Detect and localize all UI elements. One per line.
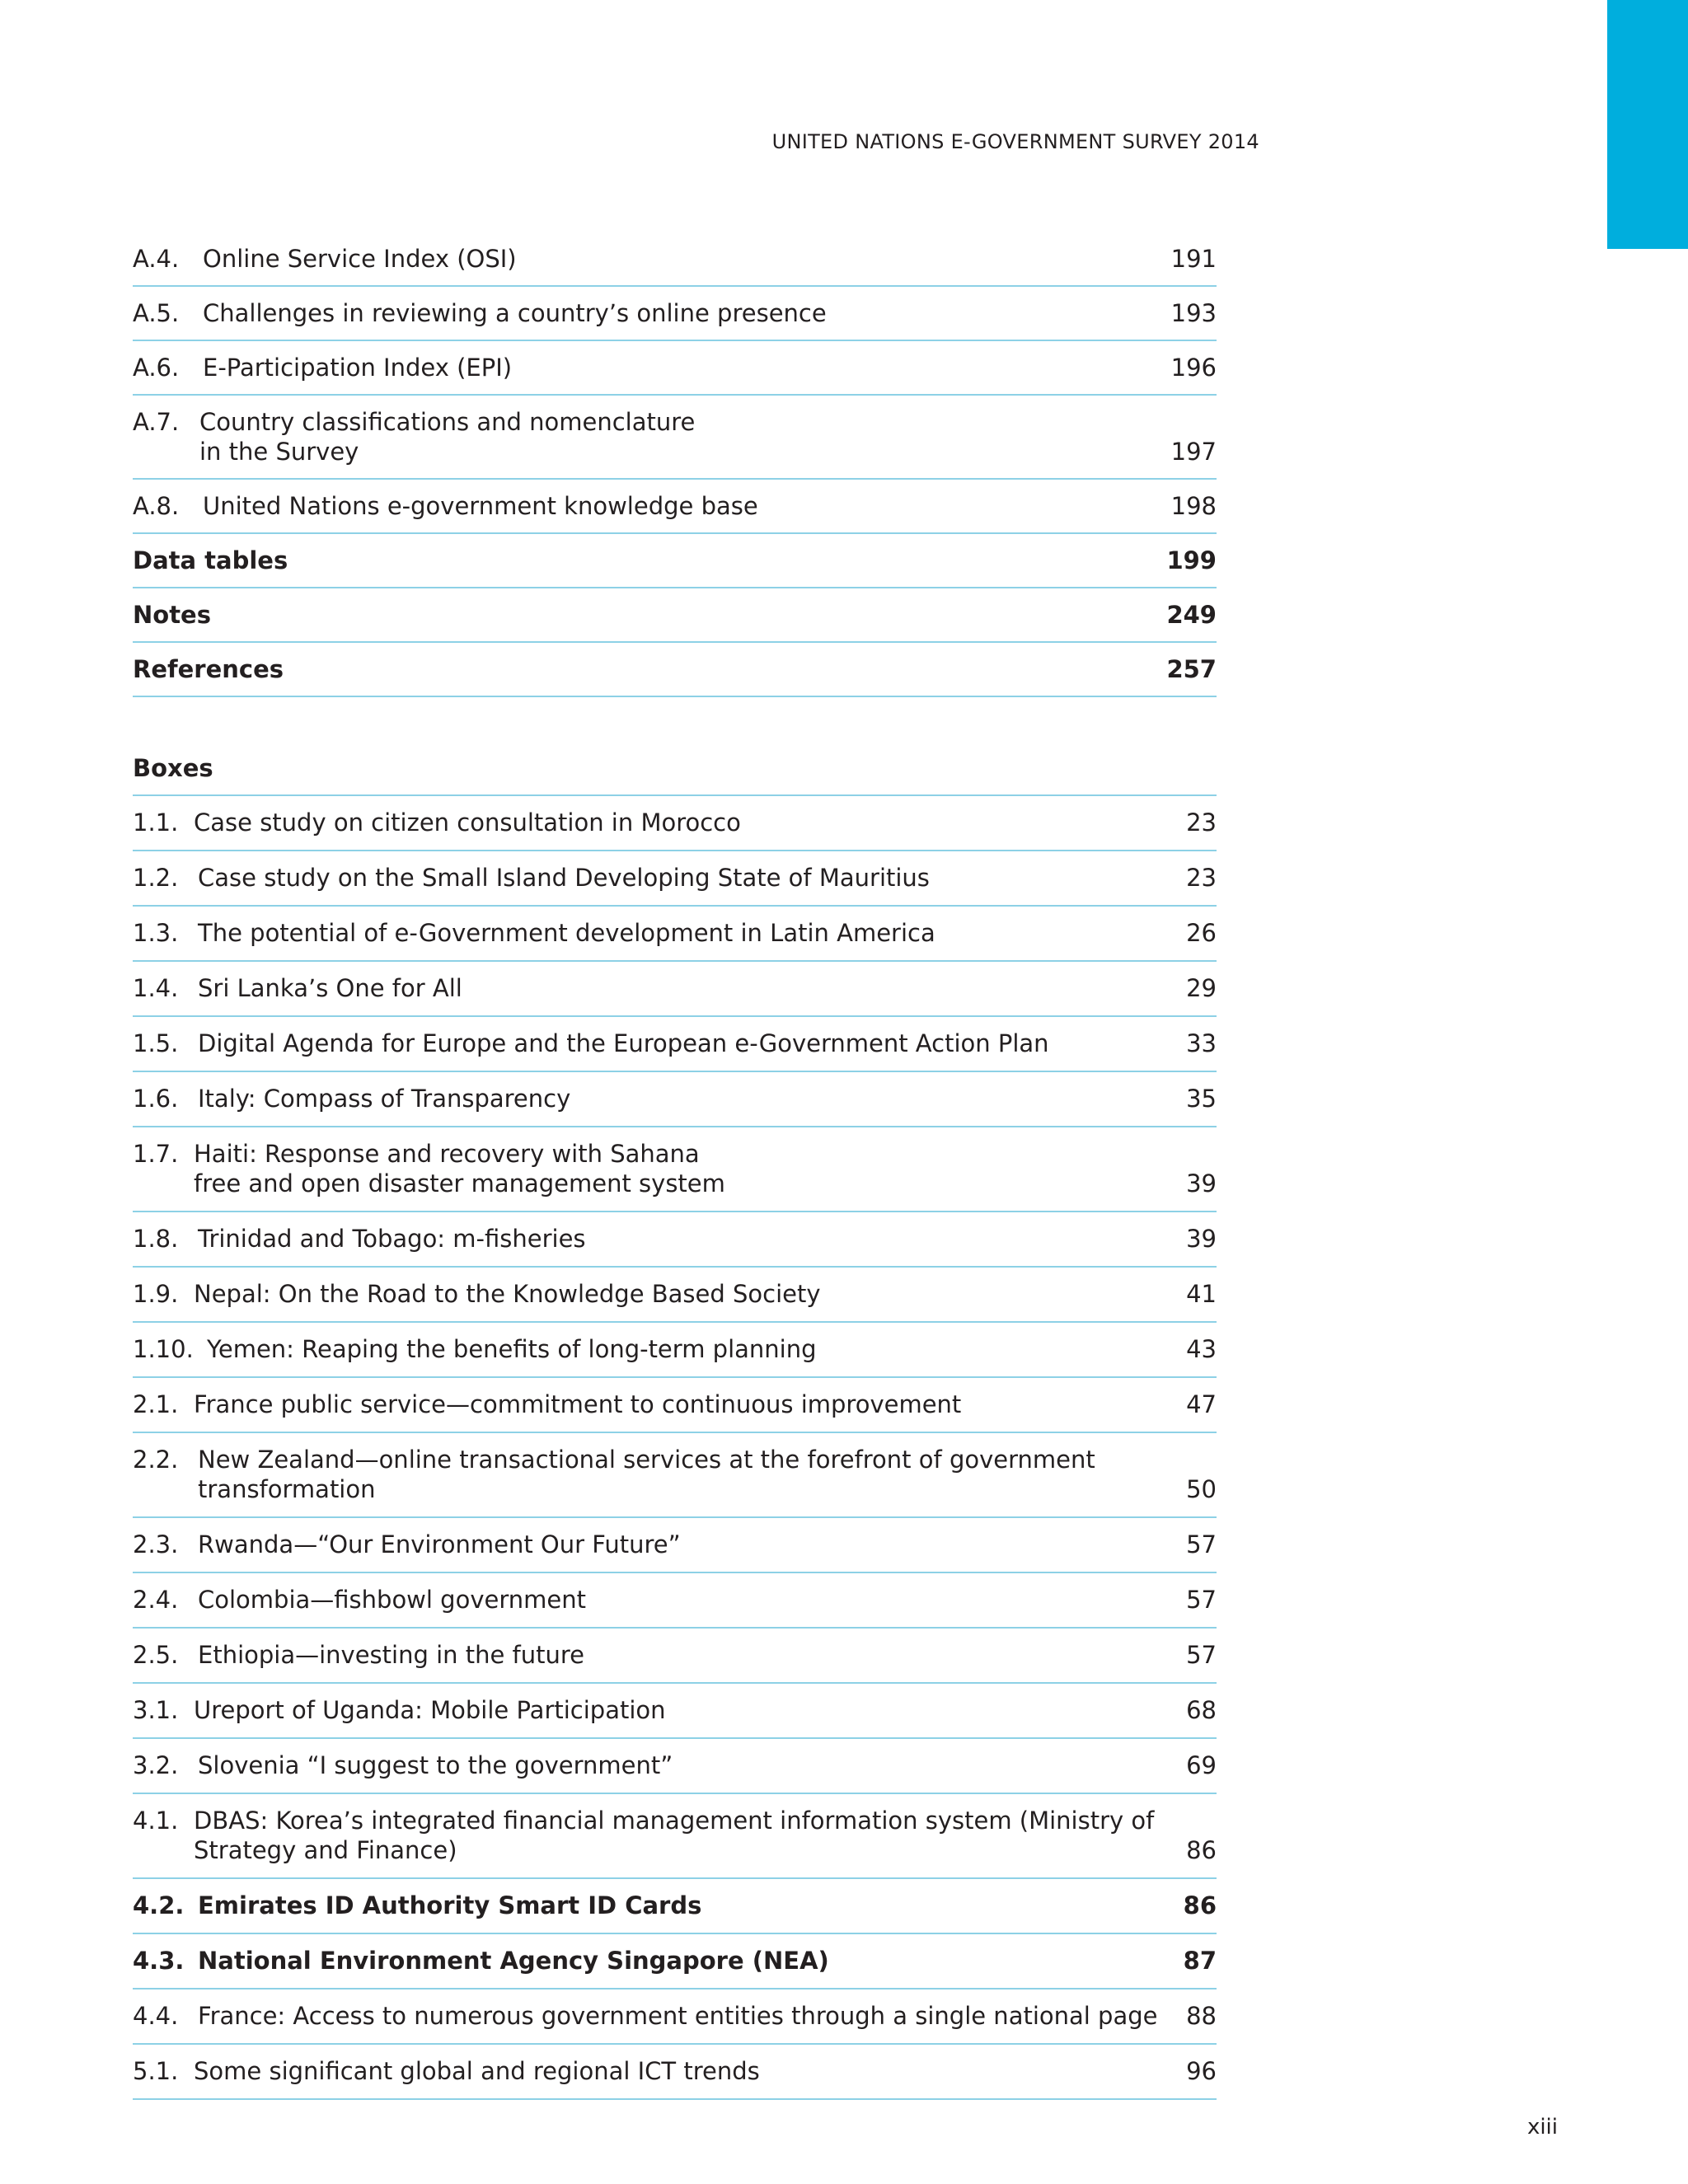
toc-entry[interactable] <box>133 1268 1217 1323</box>
entry-title-line: New Zealand—online transactional services at the forefront of government <box>198 1446 1095 1474</box>
entry-title <box>198 1640 584 1670</box>
entry-page-number: 68 <box>1186 1696 1217 1724</box>
entry-title <box>203 244 517 274</box>
boxes-heading-label: Boxes <box>133 754 213 782</box>
entry-title-line: Nepal: On the Road to the Knowledge Based Society <box>194 1280 821 1308</box>
entry-number: 1.3. <box>133 919 179 947</box>
entry-page-number: 196 <box>1170 354 1217 382</box>
entry-page-number: 23 <box>1186 808 1217 837</box>
toc-entry[interactable] <box>133 2045 1217 2100</box>
entry-title-line: Ureport of Uganda: Mobile Participation <box>194 1696 666 1724</box>
entry-title <box>194 1279 821 1309</box>
entry-title-line: Trinidad and Tobago: m-fisheries <box>198 1225 586 1253</box>
entry-page-number: 26 <box>1186 919 1217 947</box>
toc-entry[interactable] <box>133 287 1217 341</box>
entry-number: 4.2. <box>133 1891 185 1919</box>
entry-page-number: 191 <box>1170 245 1217 273</box>
entry-page-number: 47 <box>1186 1390 1217 1418</box>
toc-entry[interactable] <box>133 962 1217 1017</box>
entry-title <box>198 1530 681 1559</box>
entry-title-line: Country classifications and nomenclature <box>199 408 696 436</box>
entry-page-number: 57 <box>1186 1641 1217 1669</box>
entry-title-line: Italy: Compass of Transparency <box>198 1085 571 1113</box>
toc-entry[interactable] <box>133 396 1217 480</box>
entry-number: 1.5. <box>133 1029 179 1057</box>
entry-title-line: transformation <box>198 1475 376 1503</box>
toc-entry[interactable] <box>133 232 1217 287</box>
entry-title-line: Notes <box>133 601 211 629</box>
entry-title-line: Strategy and Finance) <box>194 1836 457 1864</box>
entry-page-number: 57 <box>1186 1586 1217 1614</box>
entry-title-line: Slovenia “I suggest to the government” <box>198 1751 673 1779</box>
entry-title <box>198 1585 586 1615</box>
toc-entry[interactable] <box>133 1378 1217 1433</box>
entry-title <box>194 808 741 837</box>
toc-entry[interactable] <box>133 796 1217 851</box>
entry-title <box>133 600 211 630</box>
toc-entry[interactable] <box>133 1794 1217 1879</box>
entry-page-number: 69 <box>1186 1751 1217 1779</box>
toc-entry[interactable] <box>133 1017 1217 1072</box>
entry-page-number: 87 <box>1183 1947 1217 1975</box>
entry-title-line: Emirates ID Authority Smart ID Cards <box>198 1891 702 1919</box>
entry-number: A.6. <box>133 354 180 382</box>
entry-page-number: 249 <box>1166 601 1217 629</box>
entry-page-number: 39 <box>1186 1225 1217 1253</box>
entry-number: 4.3. <box>133 1947 185 1975</box>
toc-entry[interactable] <box>133 480 1217 534</box>
entry-page-number: 35 <box>1186 1085 1217 1113</box>
entry-title <box>198 1445 1095 1504</box>
entry-title-line: in the Survey <box>199 438 359 466</box>
entry-title-line: France public service—commitment to continuous improvement <box>194 1390 962 1418</box>
entry-title <box>133 654 284 684</box>
entry-title-line: Rwanda—“Our Environment Our Future” <box>198 1530 681 1558</box>
entry-title-line: Case study on the Small Island Developing State of Mauritius <box>198 864 930 892</box>
entry-title-line: Yemen: Reaping the benefits of long-term planning <box>207 1335 817 1363</box>
toc-entry[interactable] <box>133 1518 1217 1573</box>
entry-number: 3.2. <box>133 1751 179 1779</box>
entry-title-line: Some significant global and regional ICT trends <box>194 2057 760 2085</box>
toc-entry[interactable] <box>133 1934 1217 1990</box>
section-tab-marker <box>1607 0 1688 249</box>
entry-page-number: 29 <box>1186 974 1217 1002</box>
entry-number: 1.4. <box>133 974 179 1002</box>
entry-title <box>198 1750 673 1780</box>
entry-number: 2.5. <box>133 1641 179 1669</box>
toc-boxes-list <box>133 735 1217 2100</box>
toc-entry[interactable] <box>133 341 1217 396</box>
entry-title <box>203 353 512 382</box>
entry-page-number: 193 <box>1170 299 1217 327</box>
entry-page-number: 86 <box>1183 1891 1217 1919</box>
entry-number: 3.1. <box>133 1696 179 1724</box>
entry-title-line: France: Access to numerous government entities through a single national page <box>198 2002 1158 2030</box>
toc-entry[interactable] <box>133 1127 1217 1212</box>
entry-number: A.8. <box>133 492 180 520</box>
entry-page-number: 198 <box>1170 492 1217 520</box>
entry-number: 1.10. <box>133 1335 194 1363</box>
entry-title-line: References <box>133 655 284 683</box>
entry-title <box>198 1891 701 1920</box>
entry-title <box>194 1806 1154 1865</box>
entry-title <box>203 298 827 328</box>
entry-number: A.4. <box>133 245 180 273</box>
entry-number: 5.1. <box>133 2057 179 2085</box>
toc-annex-list <box>133 232 1217 697</box>
entry-page-number: 86 <box>1186 1836 1217 1864</box>
entry-title-line: Digital Agenda for Europe and the European e-Government Action Plan <box>198 1029 1049 1057</box>
entry-page-number: 88 <box>1186 2002 1217 2030</box>
entry-page-number: 39 <box>1186 1169 1217 1197</box>
entry-title <box>207 1334 817 1364</box>
entry-title <box>194 1390 961 1419</box>
entry-title-line: Colombia—fishbowl government <box>198 1586 586 1614</box>
entry-title-line: Sri Lanka’s One for All <box>198 974 462 1002</box>
entry-page-number: 43 <box>1186 1335 1217 1363</box>
toc-entry[interactable] <box>133 851 1217 907</box>
entry-title <box>198 2001 1158 2031</box>
entry-title-line: National Environment Agency Singapore (NEA) <box>198 1947 829 1975</box>
entry-title-line: Data tables <box>133 546 288 574</box>
toc-entry[interactable] <box>133 1072 1217 1127</box>
toc-entry[interactable] <box>133 1739 1217 1794</box>
entry-page-number: 41 <box>1186 1280 1217 1308</box>
entry-number: 1.2. <box>133 864 179 892</box>
entry-page-number: 199 <box>1166 546 1217 574</box>
entry-number: 4.1. <box>133 1807 179 1835</box>
toc-entry[interactable] <box>133 1323 1217 1378</box>
entry-number: 1.1. <box>133 808 179 837</box>
entry-number: 2.4. <box>133 1586 179 1614</box>
entry-title-line: United Nations e-government knowledge base <box>203 492 758 520</box>
entry-title <box>133 546 288 575</box>
entry-title-line: The potential of e-Government development in Latin America <box>198 919 935 947</box>
entry-number: A.5. <box>133 299 180 327</box>
entry-title-line: E-Participation Index (EPI) <box>203 354 513 382</box>
entry-title-line: free and open disaster management system <box>194 1169 725 1197</box>
toc-entry[interactable] <box>133 1629 1217 1684</box>
page-number: xiii <box>1526 2115 1558 2139</box>
entry-number: 1.8. <box>133 1225 179 1253</box>
entry-title <box>198 1946 829 1975</box>
entry-number: 2.3. <box>133 1530 179 1558</box>
entry-title-line: DBAS: Korea’s integrated financial management information system (Ministry of <box>194 1807 1155 1835</box>
entry-title <box>198 918 935 948</box>
entry-title <box>203 491 758 521</box>
entry-title <box>198 863 930 893</box>
entry-title-line: Ethiopia—investing in the future <box>198 1641 585 1669</box>
entry-title-line: Online Service Index (OSI) <box>203 245 517 273</box>
toc-entry[interactable] <box>133 1573 1217 1629</box>
toc-entry[interactable] <box>133 643 1217 697</box>
entry-page-number: 33 <box>1186 1029 1217 1057</box>
entry-title-line: Haiti: Response and recovery with Sahana <box>194 1140 700 1168</box>
entry-page-number: 57 <box>1186 1530 1217 1558</box>
entry-title <box>198 973 462 1003</box>
toc-entry[interactable] <box>133 1684 1217 1739</box>
entry-page-number: 50 <box>1186 1475 1217 1503</box>
entry-page-number: 257 <box>1166 655 1217 683</box>
entry-number: 1.6. <box>133 1085 179 1113</box>
running-header: UNITED NATIONS E-GOVERNMENT SURVEY 2014 <box>771 130 1259 153</box>
entry-title <box>194 2056 760 2086</box>
entry-number: 2.2. <box>133 1446 179 1474</box>
entry-title <box>194 1695 666 1725</box>
entry-title <box>198 1029 1049 1058</box>
boxes-heading <box>133 735 1217 796</box>
toc-entry[interactable] <box>133 588 1217 643</box>
entry-title <box>194 1139 725 1198</box>
toc-entry[interactable] <box>133 1990 1217 2045</box>
toc-entry[interactable] <box>133 907 1217 962</box>
entry-number: A.7. <box>133 408 180 436</box>
entry-page-number: 197 <box>1170 438 1217 466</box>
entry-title <box>199 407 695 466</box>
entry-page-number: 23 <box>1186 864 1217 892</box>
toc-entry[interactable] <box>133 534 1217 588</box>
toc-entry[interactable] <box>133 1212 1217 1268</box>
entry-number: 4.4. <box>133 2002 179 2030</box>
entry-page-number: 96 <box>1186 2057 1217 2085</box>
entry-title <box>198 1084 570 1113</box>
entry-number: 2.1. <box>133 1390 179 1418</box>
entry-title <box>198 1224 586 1254</box>
toc-entry[interactable] <box>133 1879 1217 1934</box>
entry-title-line: Challenges in reviewing a country’s online presence <box>203 299 827 327</box>
entry-number: 1.7. <box>133 1140 179 1168</box>
entry-number: 1.9. <box>133 1280 179 1308</box>
toc-entry[interactable] <box>133 1433 1217 1518</box>
entry-title-line: Case study on citizen consultation in Morocco <box>194 808 741 837</box>
